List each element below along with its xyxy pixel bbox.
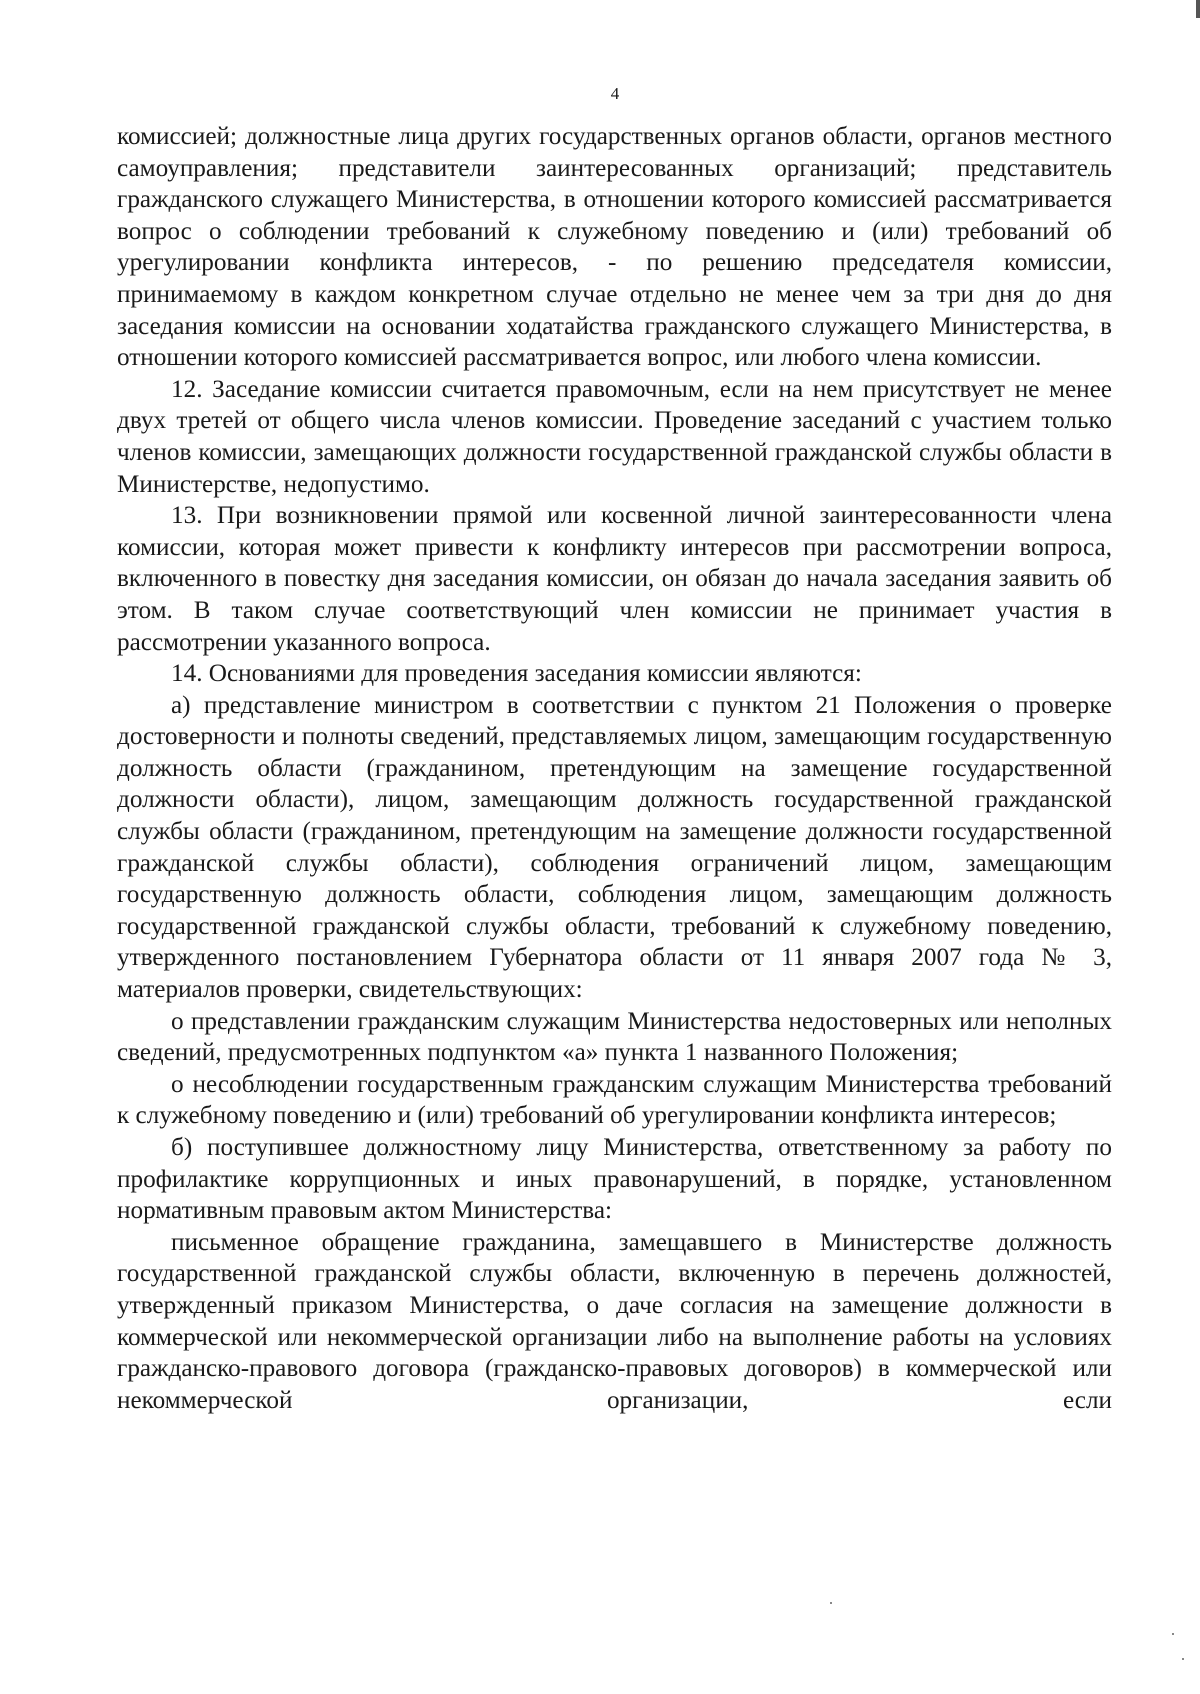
paragraph-14-a: а) представление министром в соответствии с пунктом 21 Положения о проверке достоверности и полноты сведений, представляемых лицом, замещающим государственную должность области (гражданином, претендующим на замещение государственной должности области), лицом, замещающим должность государственной гражданской службы области (гражданином, претендующим на замещение должности государственной гражданской службы области), соблюдения ограничений лицом, замещающим государственную должность области, соблюдения лицом, замещающим должность государственной гражданской службы области, требований к служебному поведению, утвержденного постановлением Губернатора области от 11 января 2007 года № 3, материалов проверки, свидетельствующих: — [117, 691, 1112, 1004]
paragraph-14-a-item-1: о представлении гражданским служащим Министерства недостоверных или неполных сведений, предусмотренных подпунктом «а» пункта 1 названного Положения; — [117, 1007, 1112, 1067]
scan-artifact-dot — [830, 1602, 832, 1604]
paragraph-continuation: комиссией; должностные лица других государственных органов области, органов местного самоуправления; представители заинтересованных организаций; представитель гражданского служащего Министерства, в отношении которого комиссией рассматривается вопрос о соблюдении требований к служебному поведению и (или) требований об урегулировании конфликта интересов, - по решению председателя комиссии, принимаемому в каждом конкретном случае отдельно не менее чем за три дня до дня заседания комиссии на основании ходатайства гражданского служащего Министерства, в отношении которого комиссией рассматривается вопрос, или любого члена комиссии. — [117, 123, 1112, 372]
scan-artifact-dot — [1182, 1658, 1184, 1660]
paragraph-14-a-item-2: о несоблюдении государственным гражданским служащим Министерства требований к служебному поведению и (или) требований об урегулировании конфликта интересов; — [117, 1070, 1112, 1130]
paragraph-14-b-item-1: письменное обращение гражданина, замещавшего в Министерстве должность государственной гражданской службы области, включенную в перечень должностей, утвержденный приказом Министерства, о даче согласия на замещение должности в коммерческой или некоммерческой организации либо на выполнение работы на условиях гражданско-правового договора (гражданско-правовых договоров) в коммерческой или некоммерческой организации, если — [117, 1228, 1112, 1414]
scan-artifact-dot — [1172, 1633, 1174, 1635]
paragraph-13: 13. При возникновении прямой или косвенной личной заинтересованности члена комиссии, которая может привести к конфликту интересов при рассмотрении вопроса, включенного в повестку дня заседания комиссии, он обязан до начала заседания заявить об этом. В таком случае соответствующий член комиссии не принимает участия в рассмотрении указанного вопроса. — [117, 502, 1112, 656]
paragraph-14-b: б) поступившее должностному лицу Министерства, ответственному за работу по профилактике коррупционных и иных правонарушений, в порядке, установленном нормативным правовым актом Министерства: — [117, 1134, 1112, 1225]
paragraph-12: 12. Заседание комиссии считается правомочным, если на нем присутствует не менее двух третей от общего числа членов комиссии. Проведение заседаний с участием только членов комиссии, замещающих должности государственной гражданской службы области в Министерстве, недопустимо. — [117, 375, 1112, 498]
paragraph-14: 14. Основаниями для проведения заседания комиссии являются: — [171, 660, 862, 688]
page-number: 4 — [610, 84, 620, 103]
document-body — [117, 121, 1112, 1416]
scan-artifact-mark — [1196, 0, 1200, 18]
